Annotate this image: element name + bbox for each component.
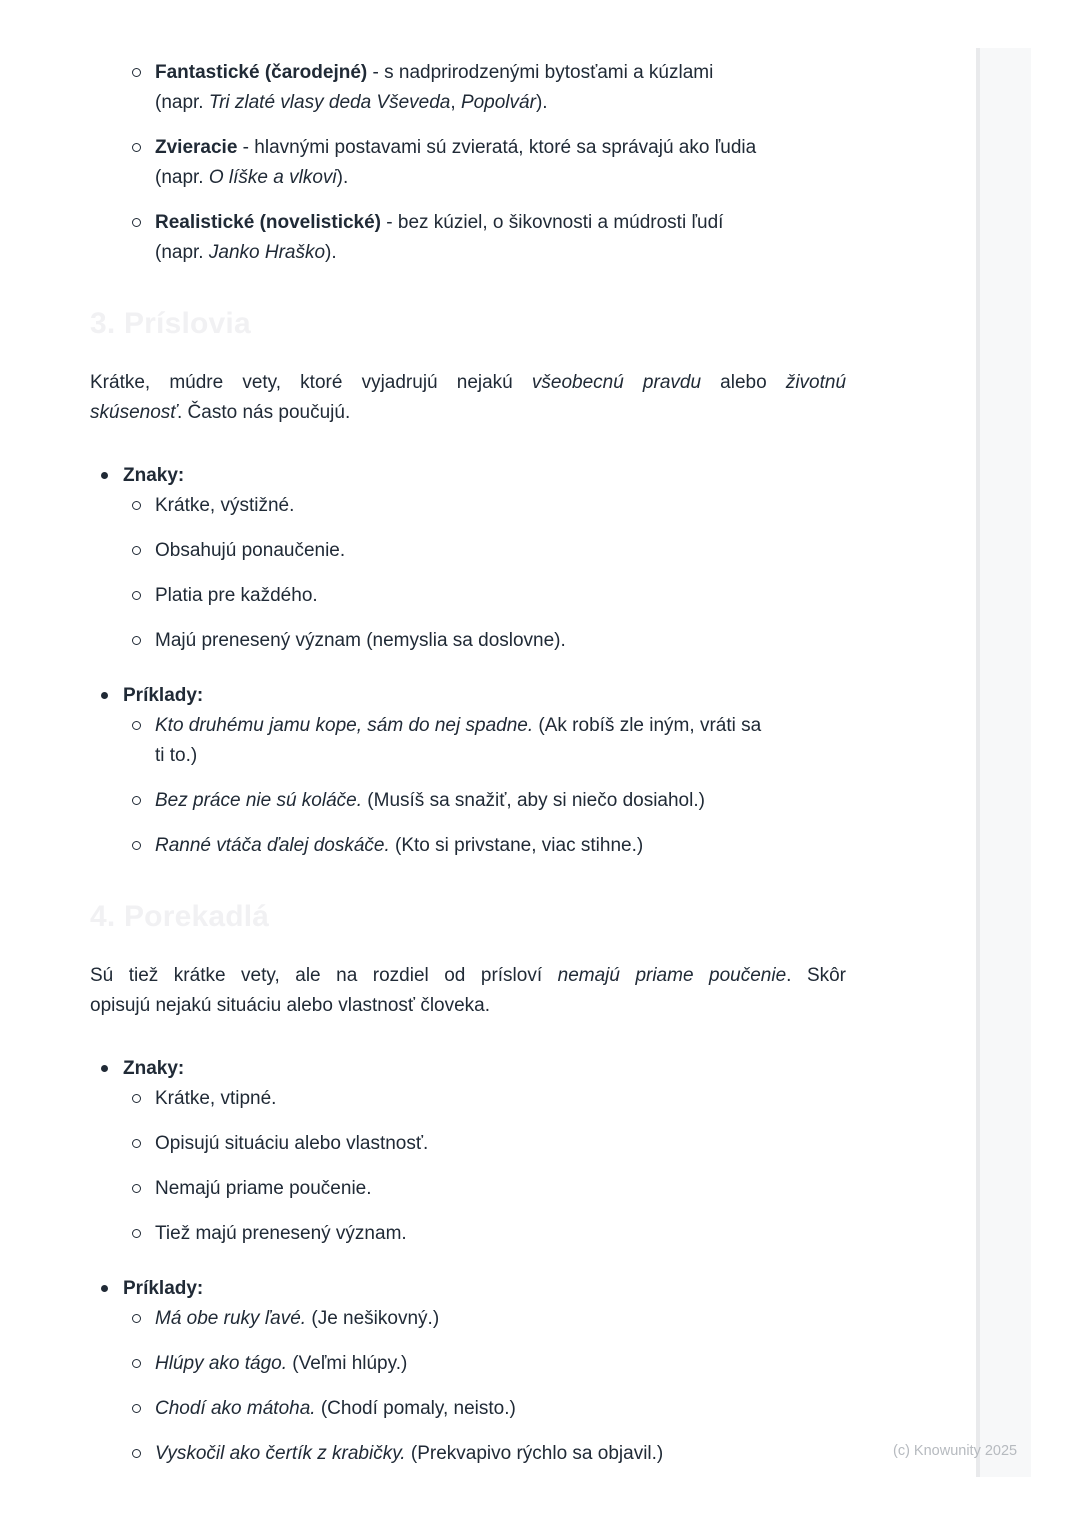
- list-item-text: Obsahujú ponaučenie.: [155, 540, 346, 561]
- priklady-item: [123, 711, 846, 771]
- znaky-item: [123, 1129, 846, 1159]
- list-item-text: Bez práce nie sú koláče. (Musíš sa snažiť, aby si niečo dosiahol.): [155, 790, 705, 811]
- page-edge-strip: [976, 48, 1031, 1477]
- znaky-item: [123, 1174, 846, 1204]
- circle-bullet-icon: [132, 1139, 141, 1148]
- znaky-list: [123, 491, 846, 656]
- disc-bullet-icon: [101, 472, 108, 479]
- circle-bullet-icon: [132, 1449, 141, 1458]
- porekadla-outline-list: [90, 1054, 846, 1469]
- circle-bullet-icon: [132, 1229, 141, 1238]
- circle-bullet-icon: [132, 796, 141, 805]
- section-prislovia: [90, 305, 846, 861]
- section-heading-porekadla: 4. Porekadlá: [90, 900, 270, 933]
- priklady-item: [123, 1304, 846, 1334]
- priklady-group: [90, 681, 846, 861]
- list-item-text: Majú prenesený význam (nemyslia sa doslovne).: [155, 630, 566, 651]
- list-item-text: Hlúpy ako tágo. (Veľmi hlúpy.): [155, 1353, 408, 1374]
- prislovia-outline-list: [90, 461, 846, 861]
- circle-bullet-icon: [132, 721, 141, 730]
- priklady-list: [123, 1304, 846, 1469]
- list-item-text: Fantastické (čarodejné) - s nadprirodzenými bytosťami a kúzlami (napr. Tri zlaté vlasy deda Vševeda, Popolvár).: [155, 62, 714, 113]
- priklady-group: [90, 1274, 846, 1469]
- priklady-item: [123, 786, 846, 816]
- intro-paragraph: [90, 368, 846, 428]
- circle-bullet-icon: [132, 143, 141, 152]
- list-item-text: Vyskočil ako čertík z krabičky. (Prekvapivo rýchlo sa objavil.): [155, 1443, 664, 1464]
- circle-bullet-icon: [132, 501, 141, 510]
- circle-bullet-icon: [132, 1184, 141, 1193]
- znaky-list: [123, 1084, 846, 1249]
- list-item-text: Zvieracie - hlavnými postavami sú zvieratá, ktoré sa správajú ako ľudia (napr. O líške a vlkovi).: [155, 137, 757, 188]
- znaky-item: [123, 581, 846, 611]
- list-label: Znaky:: [123, 1058, 185, 1079]
- znaky-item: [123, 536, 846, 566]
- list-label: Príklady:: [123, 1278, 204, 1299]
- list-item-text: Krátke, výstižné.: [155, 495, 295, 516]
- list-item-fantasticke: [90, 58, 846, 118]
- list-item-text: Opisujú situáciu alebo vlastnosť.: [155, 1133, 429, 1154]
- disc-bullet-icon: [101, 1285, 108, 1292]
- znaky-group: [90, 1054, 846, 1249]
- list-item-zvieracie: [90, 133, 846, 193]
- list-item-text: Platia pre každého.: [155, 585, 318, 606]
- priklady-item: [123, 1394, 846, 1424]
- tale-types-list: [90, 58, 846, 268]
- circle-bullet-icon: [132, 1314, 141, 1323]
- list-label: Znaky:: [123, 465, 185, 486]
- circle-bullet-icon: [132, 591, 141, 600]
- disc-bullet-icon: [101, 692, 108, 699]
- list-item-text: Nemajú priame poučenie.: [155, 1178, 372, 1199]
- paragraph-line: opisujú nejakú situáciu alebo vlastnosť človeka.: [90, 995, 491, 1016]
- znaky-item: [123, 626, 846, 656]
- list-label: Príklady:: [123, 685, 204, 706]
- circle-bullet-icon: [132, 1404, 141, 1413]
- list-item-text: Kto druhému jamu kope, sám do nej spadne. (Ak robíš zle iným, vráti sa ti to.): [155, 715, 762, 766]
- znaky-group: [90, 461, 846, 656]
- znaky-item: [123, 1219, 846, 1249]
- list-item-text: Ranné vtáča ďalej doskáče. (Kto si privstane, viac stihne.): [155, 835, 644, 856]
- priklady-item: [123, 1439, 846, 1469]
- list-item-text: Realistické (novelistické) - bez kúziel, o šikovnosti a múdrosti ľudí (napr. Janko Hraško).: [155, 212, 724, 263]
- circle-bullet-icon: [132, 68, 141, 77]
- list-item-text: Má obe ruky ľavé. (Je nešikovný.): [155, 1308, 440, 1329]
- circle-bullet-icon: [132, 841, 141, 850]
- priklady-item: [123, 1349, 846, 1379]
- znaky-item: [123, 1084, 846, 1114]
- list-item-realisticke: [90, 208, 846, 268]
- circle-bullet-icon: [132, 636, 141, 645]
- circle-bullet-icon: [132, 1359, 141, 1368]
- list-item-text: Krátke, vtipné.: [155, 1088, 277, 1109]
- priklady-item: [123, 831, 846, 861]
- section-heading-prislovia: 3. Príslovia: [90, 307, 251, 340]
- page-content: [90, 58, 846, 1469]
- priklady-list: [123, 711, 846, 861]
- copyright-footer: (c) Knowunity 2025: [893, 1443, 1018, 1459]
- circle-bullet-icon: [132, 1094, 141, 1103]
- list-item-text: Tiež majú prenesený význam.: [155, 1223, 407, 1244]
- paragraph-line: Sú tiež krátke vety, ale na rozdiel od prísloví nemajú priame poučenie. Skôr: [90, 965, 847, 986]
- paragraph-line: skúsenosť. Často nás poučujú.: [90, 402, 351, 423]
- znaky-item: [123, 491, 846, 521]
- disc-bullet-icon: [101, 1065, 108, 1072]
- circle-bullet-icon: [132, 546, 141, 555]
- paragraph-line: Krátke, múdre vety, ktoré vyjadrujú nejakú všeobecnú pravdu alebo životnú: [90, 372, 847, 393]
- circle-bullet-icon: [132, 218, 141, 227]
- list-item-text: Chodí ako mátoha. (Chodí pomaly, neisto.): [155, 1398, 516, 1419]
- section-porekadla: [90, 898, 846, 1469]
- intro-paragraph: [90, 961, 846, 1021]
